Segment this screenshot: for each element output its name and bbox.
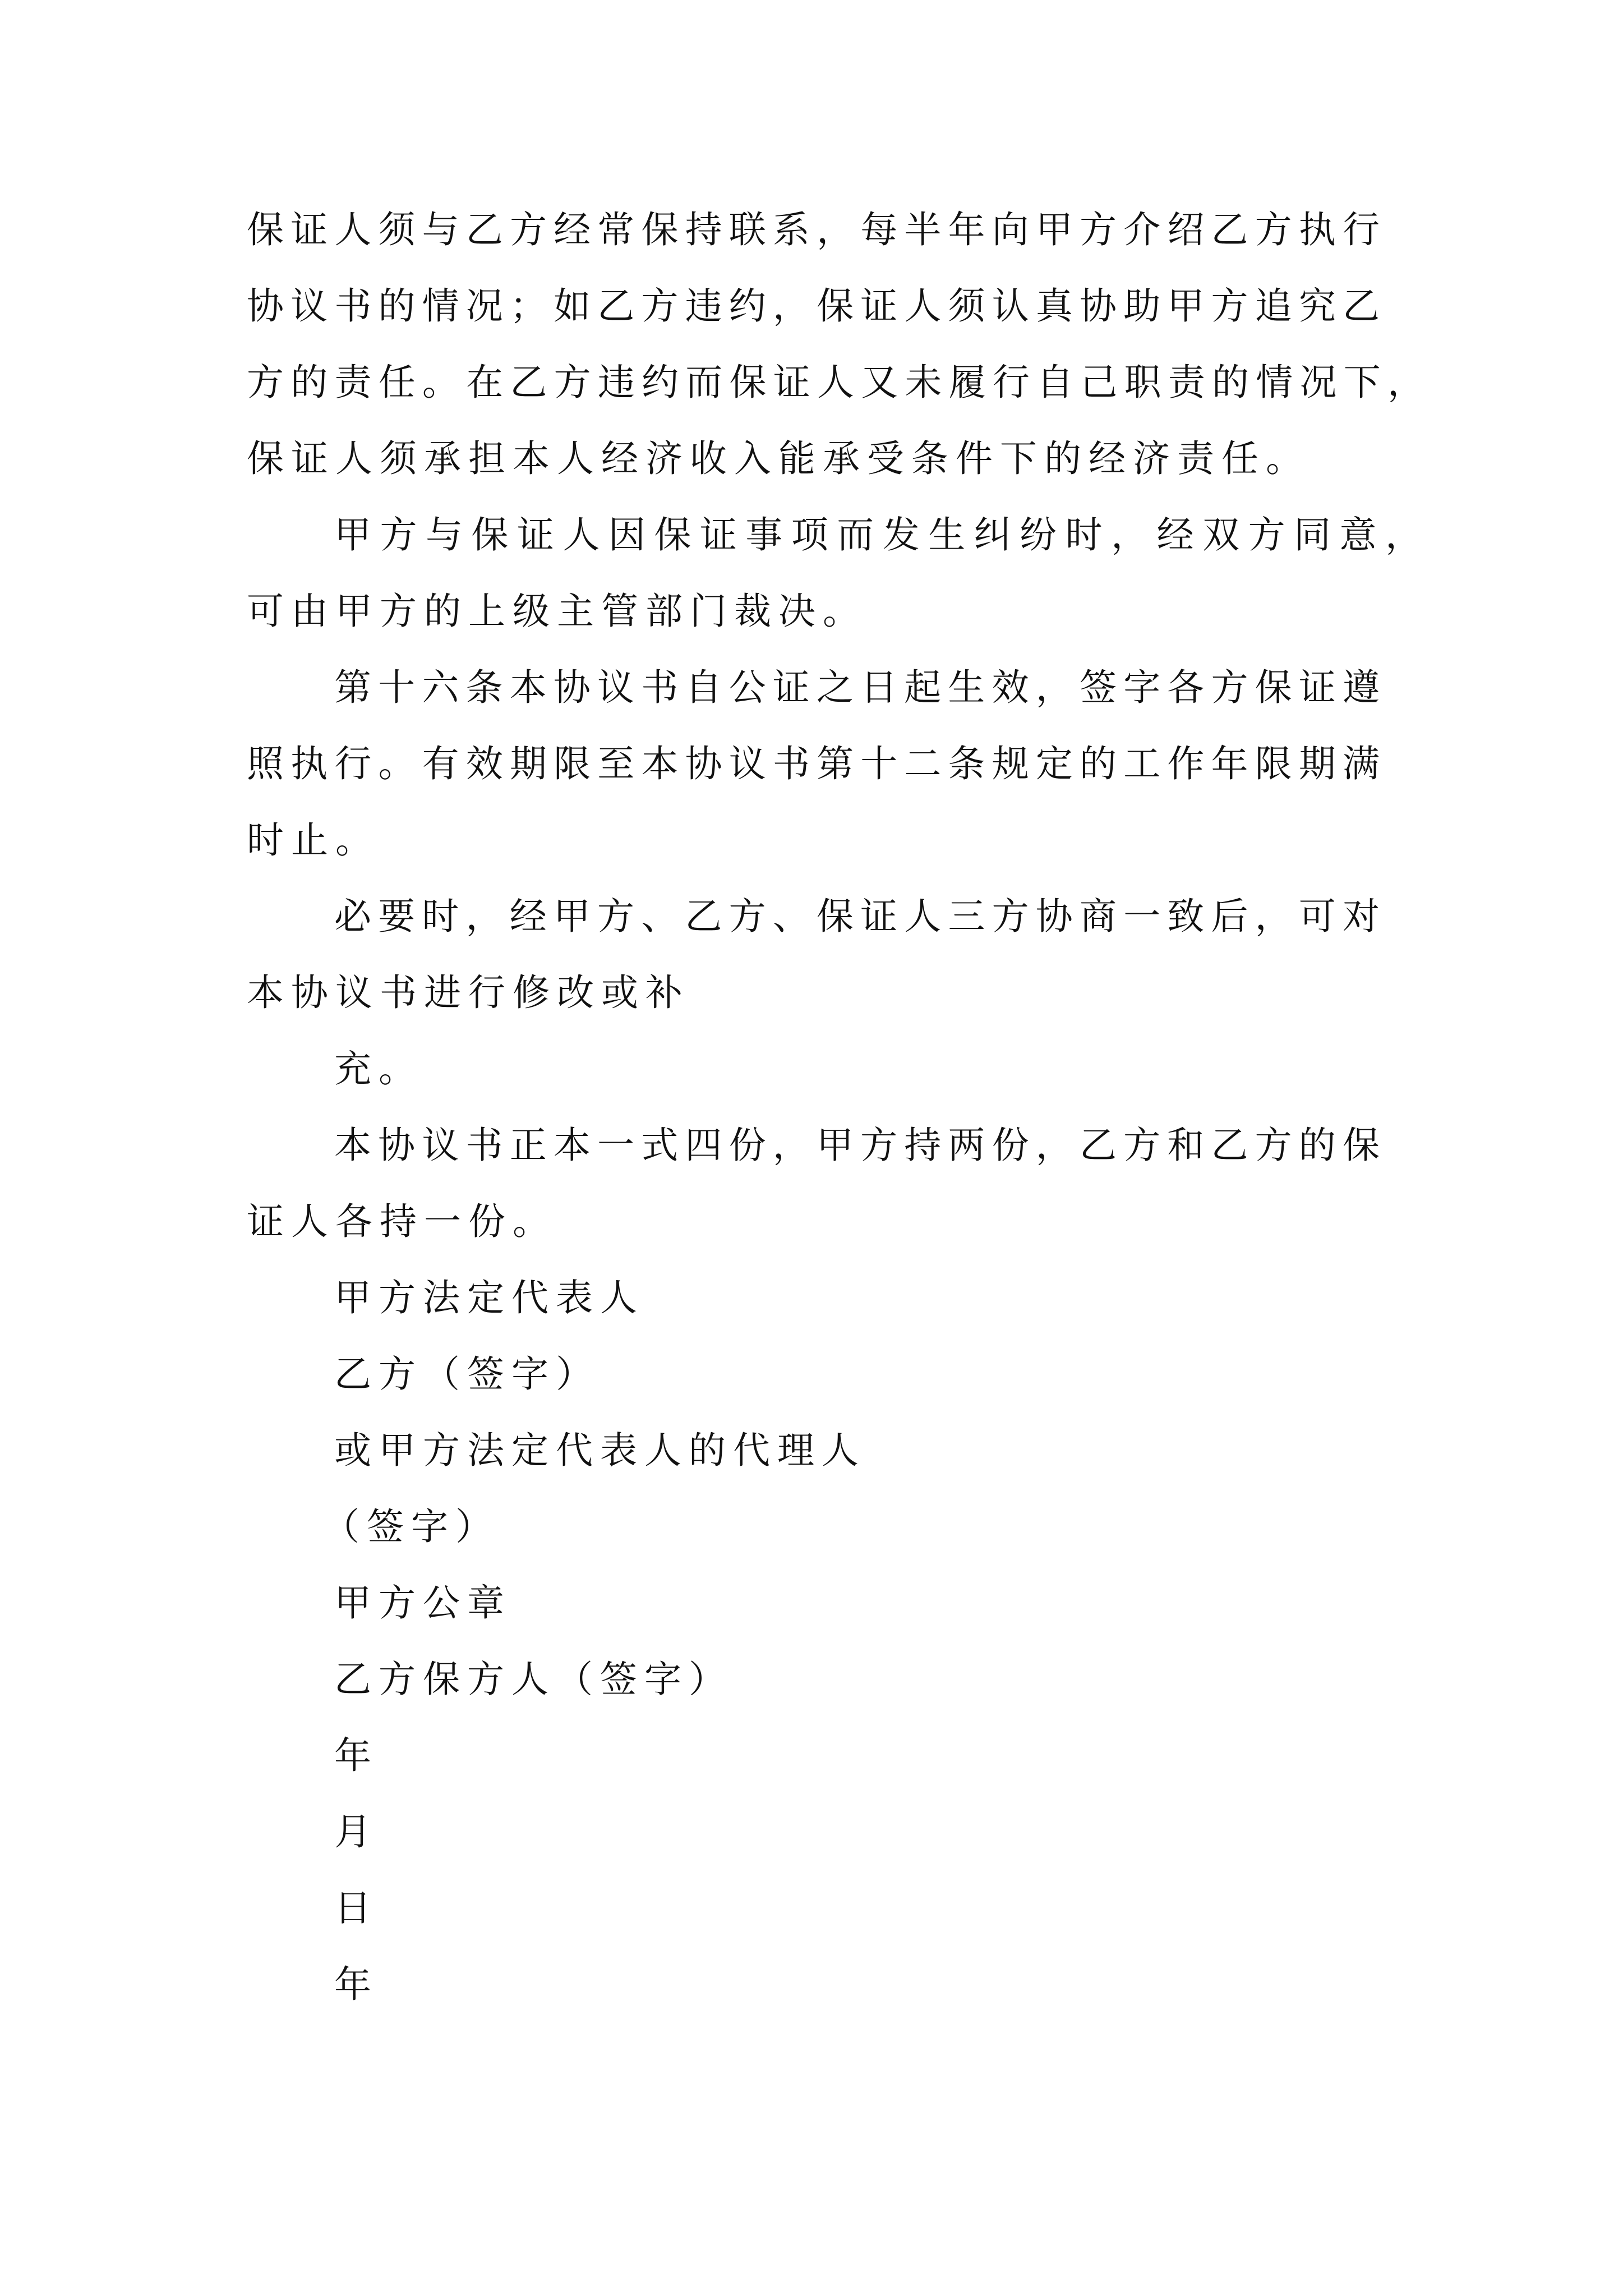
seal-label: 甲方公章 <box>334 1581 511 1625</box>
date-month-label: 月 <box>334 1810 379 1853</box>
text-line: 证人各持一份。 <box>247 1200 557 1243</box>
signature-label: 乙方（签字） <box>334 1352 600 1396</box>
text-line: 甲方与保证人因保证事项而发生纠纷时，经双方同意， <box>334 513 1422 556</box>
signature-label: 或甲方法定代表人的代理人 <box>334 1429 866 1472</box>
text-line: 必要时，经甲方、乙方、保证人三方协商一致后，可对 <box>334 895 1380 938</box>
text-line: 保证人须承担本人经济收入能承受条件下的经济责任。 <box>247 437 1310 480</box>
text-line: 可由甲方的上级主管部门裁决。 <box>247 590 867 633</box>
signature-label: 乙方保方人（签字） <box>334 1658 733 1701</box>
text-line: 照执行。有效期限至本协议书第十二条规定的工作年限期满 <box>247 742 1380 785</box>
text-line: 协议书的情况；如乙方违约，保证人须认真协助甲方追究乙 <box>247 284 1380 328</box>
date-year-label: 年 <box>334 1734 379 1777</box>
text-line: 第十六条本协议书自公证之日起生效，签字各方保证遵 <box>334 666 1380 709</box>
text-line: 本协议书正本一式四份，甲方持两份，乙方和乙方的保 <box>334 1124 1380 1167</box>
signature-label: 甲方法定代表人 <box>334 1276 644 1319</box>
text-line: 充。 <box>334 1047 423 1091</box>
text-line: 本协议书进行修改或补 <box>247 971 690 1014</box>
text-line: 时止。 <box>247 818 380 862</box>
text-line: 保证人须与乙方经常保持联系，每半年向甲方介绍乙方执行 <box>247 208 1380 251</box>
date-day-label: 日 <box>334 1887 379 1930</box>
text-line: 方的责任。在乙方违约而保证人又未履行自己职责的情况下， <box>247 361 1424 404</box>
signature-label: （签字） <box>322 1505 500 1548</box>
date-year-label: 年 <box>334 1963 379 2006</box>
